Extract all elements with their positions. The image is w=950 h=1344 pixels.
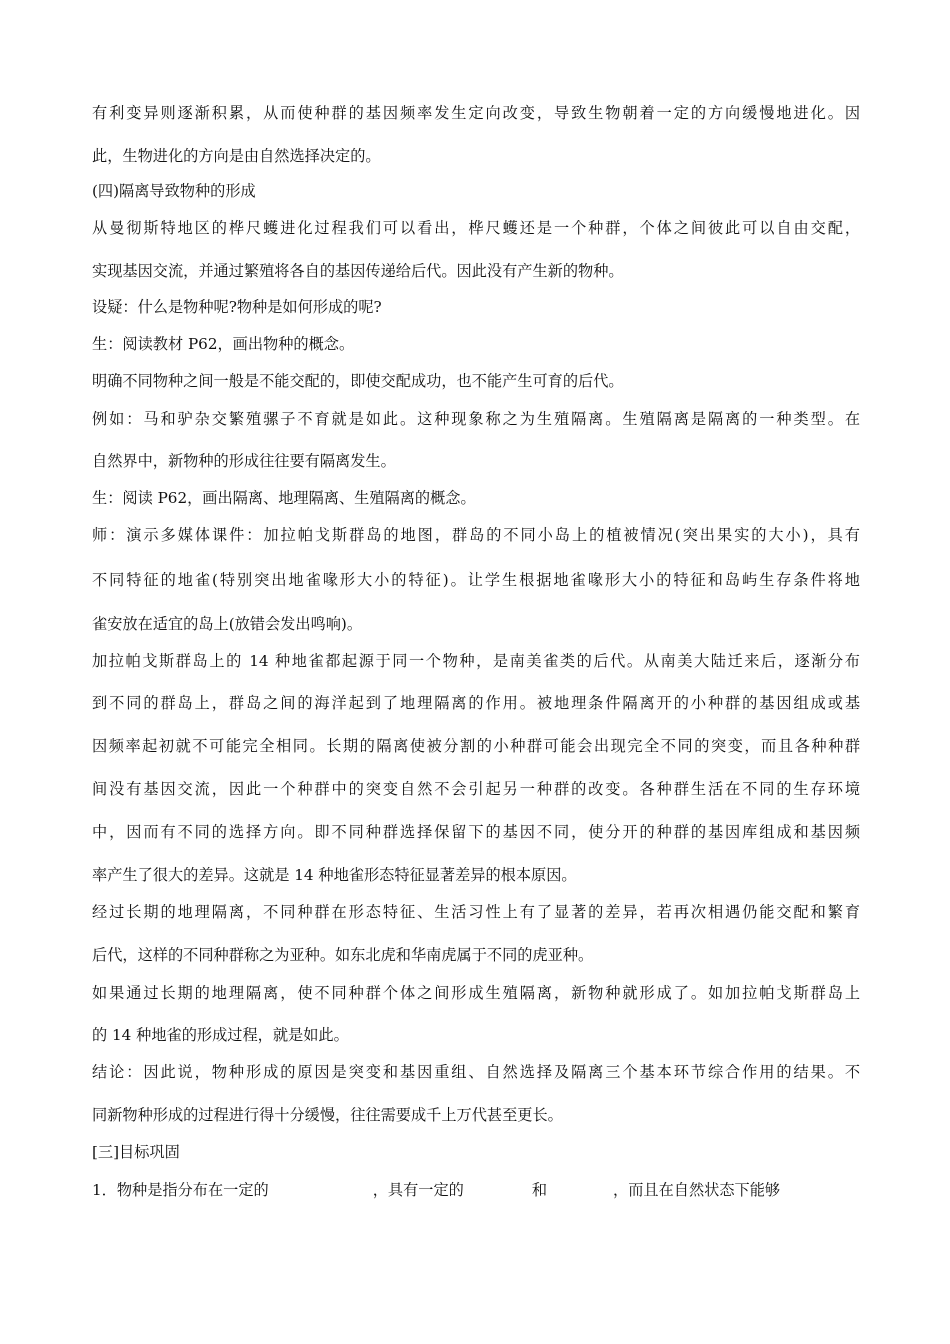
- paragraph-line: 率产生了很大的差异。这就是 14 种地雀形态特征显著差异的根本原因。: [92, 866, 577, 884]
- paragraph-line: 结论：因此说，物种形成的原因是突变和基因重组、自然选择及隔离三个基本环节综合作用的结果。不: [92, 1063, 860, 1081]
- paragraph-line: 生：阅读教材 P62，画出物种的概念。: [92, 335, 355, 353]
- paragraph-line: 的 14 种地雀的形成过程，就是如此。: [92, 1026, 349, 1044]
- paragraph-line: 实现基因交流，并通过繁殖将各自的基因传递给后代。因此没有产生新的物种。: [92, 262, 624, 280]
- paragraph-line: 明确不同物种之间一般是不能交配的，即使交配成功，也不能产生可育的后代。: [92, 372, 624, 390]
- paragraph-line: 师：演示多媒体课件：加拉帕戈斯群岛的地图，群岛的不同小岛上的植被情况(突出果实的大小)，具有: [92, 526, 860, 544]
- paragraph-line: 从曼彻斯特地区的桦尺蠖进化过程我们可以看出，桦尺蠖还是一个种群，个体之间彼此可以自由交配，: [92, 219, 860, 237]
- paragraph-line: 后代，这样的不同种群称之为亚种。如东北虎和华南虎属于不同的虎亚种。: [92, 946, 594, 964]
- question-text-part: 1．物种是指分布在一定的: [92, 1181, 269, 1199]
- paragraph-line: 此，生物进化的方向是由自然选择决定的。: [92, 147, 381, 165]
- paragraph-line: 有利变异则逐渐积累，从而使种群的基因频率发生定向改变，导致生物朝着一定的方向缓慢地进化。因: [92, 104, 860, 122]
- question-text-part: ，而且在自然状态下能够: [613, 1181, 781, 1199]
- section-heading: (四)隔离导致物种的形成: [92, 182, 256, 200]
- paragraph-line: 中，因而有不同的选择方向。即不同种群选择保留下的基因不同，使分开的种群的基因库组成和基因频: [92, 823, 860, 841]
- paragraph-line: 设疑：什么是物种呢?物种是如何形成的呢?: [92, 298, 382, 316]
- question-text-part: ，具有一定的: [372, 1181, 464, 1199]
- paragraph-line: 因频率起初就不可能完全相同。长期的隔离使被分割的小种群可能会出现完全不同的突变，而且各种种群: [92, 737, 860, 755]
- question-text-part: 和: [531, 1181, 548, 1199]
- paragraph-line: 雀安放在适宜的岛上(放错会发出鸣响)。: [92, 615, 363, 633]
- paragraph-line: 自然界中，新物种的形成往往要有隔离发生。: [92, 452, 396, 470]
- paragraph-line: 到不同的群岛上，群岛之间的海洋起到了地理隔离的作用。被地理条件隔离开的小种群的基因组成或基: [92, 694, 860, 712]
- paragraph-line: 加拉帕戈斯群岛上的 14 种地雀都起源于同一个物种，是南美雀类的后代。从南美大陆迁来后，逐渐分布: [92, 652, 860, 670]
- paragraph-line: 例如：马和驴杂交繁殖骡子不育就是如此。这种现象称之为生殖隔离。生殖隔离是隔离的一种类型。在: [92, 410, 860, 428]
- fill-in-question: [92, 1180, 860, 1200]
- paragraph-line: 经过长期的地理隔离，不同种群在形态特征、生活习性上有了显著的差异，若再次相遇仍能交配和繁育: [92, 903, 860, 921]
- paragraph-line: 不同特征的地雀(特别突出地雀喙形大小的特征)。让学生根据地雀喙形大小的特征和岛屿生存条件将地: [92, 571, 860, 589]
- paragraph-line: 间没有基因交流，因此一个种群中的突变自然不会引起另一种群的改变。各种群生活在不同的生存环境: [92, 780, 860, 798]
- paragraph-line: 同新物种形成的过程进行得十分缓慢，往往需要成千上万代甚至更长。: [92, 1106, 563, 1124]
- paragraph-line: 如果通过长期的地理隔离，使不同种群个体之间形成生殖隔离，新物种就形成了。如加拉帕戈斯群岛上: [92, 984, 860, 1002]
- section-heading: [三]目标巩固: [92, 1143, 180, 1161]
- paragraph-line: 生：阅读 P62，画出隔离、地理隔离、生殖隔离的概念。: [92, 489, 476, 507]
